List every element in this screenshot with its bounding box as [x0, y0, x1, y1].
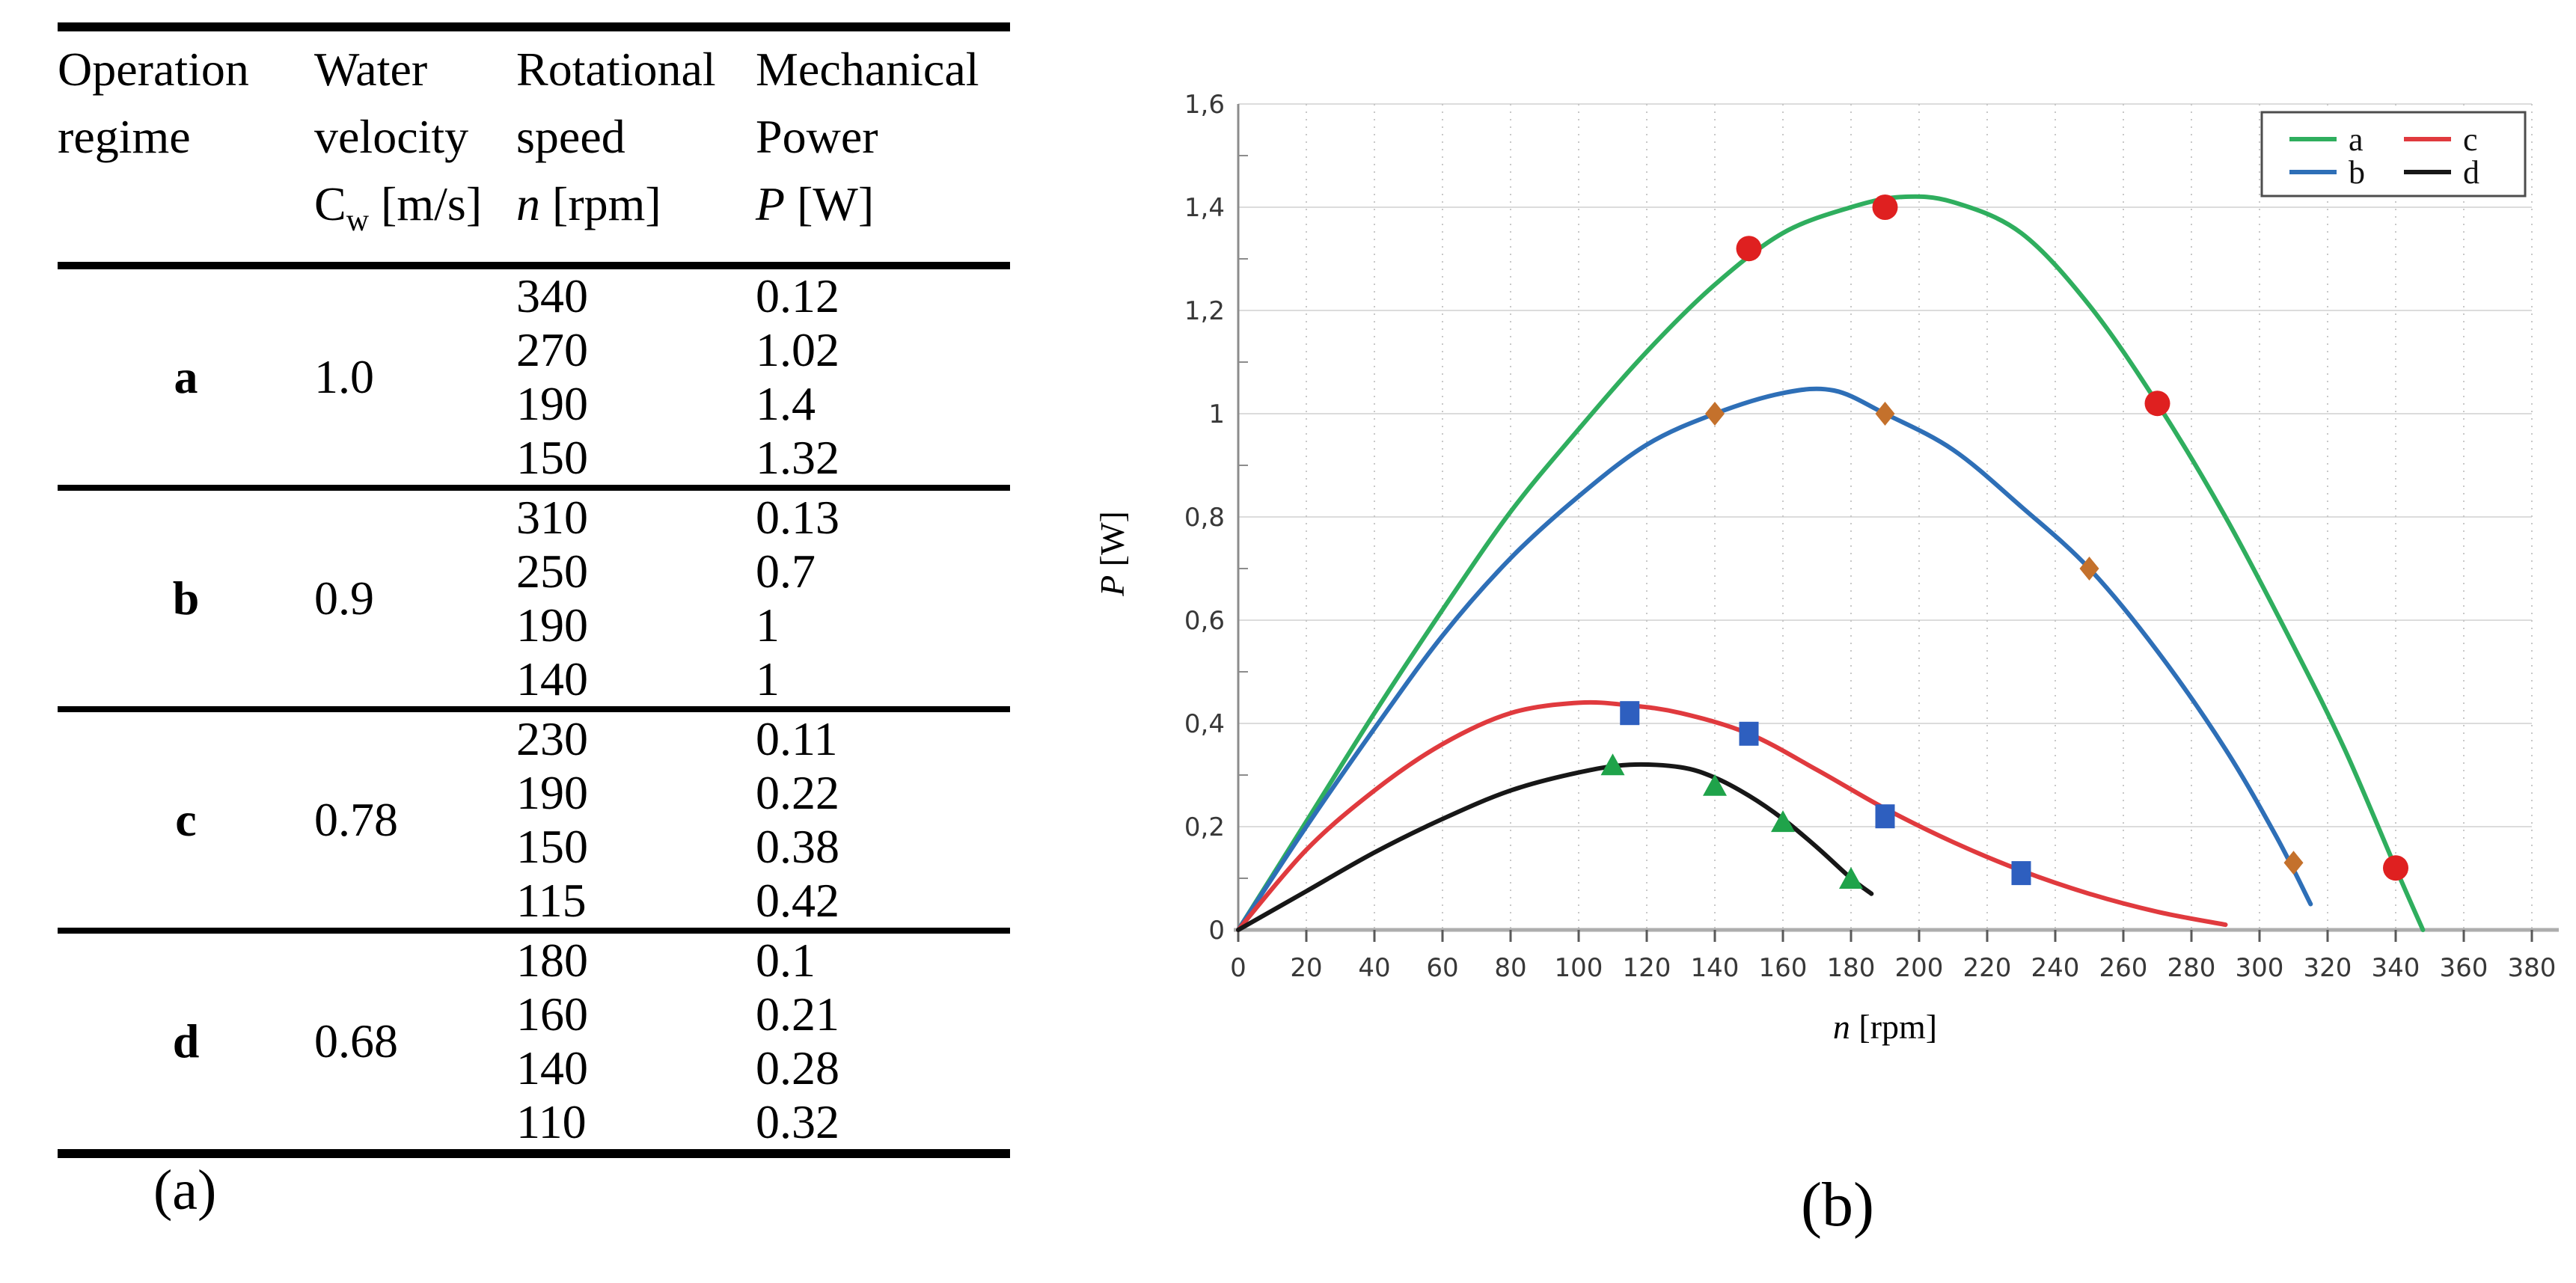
header-line: velocity [314, 110, 469, 163]
speed-value: 180 [516, 934, 588, 987]
header-line: speed [516, 110, 625, 163]
regime-group-b [58, 488, 1010, 709]
speed-value: 230 [516, 712, 588, 765]
velocity-value: 0.78 [314, 793, 398, 846]
regime-group-d [58, 931, 1010, 1154]
legend-label-d: d [2463, 154, 2479, 191]
power-value: 1 [756, 652, 780, 705]
y-tick-label: 0,4 [1184, 709, 1225, 739]
marker-a-1 [2145, 391, 2170, 416]
regime-group-c [58, 709, 1010, 931]
regime-group-a [58, 266, 1010, 488]
marker-d-2 [1703, 774, 1727, 796]
x-tick-label: 380 [2507, 953, 2557, 983]
y-tick-label: 0 [1208, 916, 1225, 946]
header-line: Power [756, 110, 878, 163]
x-tick-label: 360 [2439, 953, 2488, 983]
x-tick-label: 240 [2031, 953, 2080, 983]
speed-value: 310 [516, 491, 588, 544]
symbol: C [314, 177, 346, 230]
power-value: 0.1 [756, 934, 816, 987]
y-tick-label: 1 [1208, 399, 1225, 429]
series-curve-c [1238, 702, 2226, 930]
speed-value: 150 [516, 820, 588, 873]
x-tick-label: 280 [2167, 953, 2216, 983]
x-tick-label: 0 [1230, 953, 1246, 983]
x-tick-label: 20 [1290, 953, 1323, 983]
power-value: 0.42 [756, 874, 839, 927]
x-tick-label: 80 [1494, 953, 1527, 983]
header-mechanical-power [756, 27, 1010, 266]
legend-label-b: b [2349, 154, 2365, 191]
x-tick-label: 100 [1554, 953, 1603, 983]
regime-label: a [174, 350, 198, 403]
speed-value: 110 [516, 1095, 587, 1148]
marker-a-3 [1737, 236, 1762, 261]
velocity-value: 1.0 [314, 350, 374, 403]
x-tick-label: 200 [1894, 953, 1944, 983]
speed-value: 115 [516, 874, 587, 927]
x-tick-label: 340 [2371, 953, 2420, 983]
power-value: 0.32 [756, 1095, 839, 1148]
legend-box [2262, 112, 2525, 196]
power-value: 1 [756, 598, 780, 652]
power-value: 0.11 [756, 712, 838, 765]
header-line [58, 171, 314, 238]
x-tick-label: 60 [1426, 953, 1459, 983]
marker-c-0 [2012, 861, 2031, 885]
regime-label: c [175, 793, 197, 846]
power-value: 1.32 [756, 431, 839, 484]
header-symbol-cw [314, 171, 516, 254]
y-tick-label: 0,6 [1184, 606, 1225, 636]
marker-c-3 [1620, 701, 1639, 725]
panel-b-caption: (b) [1801, 1170, 1874, 1240]
power-value: 0.13 [756, 491, 839, 544]
table-row [58, 931, 1010, 987]
power-value: 0.28 [756, 1041, 839, 1094]
y-axis-title: P [W] [1093, 511, 1131, 596]
power-value: 0.7 [756, 545, 816, 598]
series-curve-b [1238, 389, 2310, 930]
header-rotational-speed [516, 27, 756, 266]
marker-c-1 [1876, 804, 1895, 828]
power-vs-speed-chart [1077, 30, 2576, 1100]
header-line: Rotational [516, 43, 716, 96]
speed-value: 270 [516, 323, 588, 376]
symbol: P [756, 177, 786, 230]
speed-value: 190 [516, 377, 588, 430]
x-tick-label: 220 [1962, 953, 2012, 983]
chart-svg [1077, 30, 2576, 1100]
unit: [W] [797, 177, 875, 230]
speed-value: 340 [516, 269, 588, 322]
power-value: 1.4 [756, 377, 816, 430]
marker-a-2 [1873, 195, 1898, 220]
x-tick-label: 300 [2235, 953, 2284, 983]
marker-a-0 [2383, 855, 2408, 881]
header-line: regime [58, 110, 191, 163]
header-symbol-n [516, 171, 756, 238]
x-axis-title: n [rpm] [1832, 1008, 1938, 1046]
power-value: 0.12 [756, 269, 839, 322]
symbol-subscript: w [346, 203, 370, 238]
symbol: n [516, 177, 540, 230]
x-tick-label: 140 [1690, 953, 1740, 983]
speed-value: 250 [516, 545, 588, 598]
marker-b-3 [1705, 402, 1725, 426]
speed-value: 140 [516, 1041, 588, 1094]
speed-value: 190 [516, 598, 588, 652]
unit: [m/s] [381, 177, 483, 230]
power-value: 1.02 [756, 323, 839, 376]
header-line: Operation [58, 43, 249, 96]
y-tick-label: 1,4 [1184, 193, 1225, 223]
table-row [58, 709, 1010, 766]
legend-label-a: a [2349, 121, 2364, 158]
speed-value: 150 [516, 431, 588, 484]
x-tick-label: 120 [1622, 953, 1671, 983]
velocity-value: 0.9 [314, 572, 374, 625]
speed-value: 190 [516, 766, 588, 819]
y-tick-label: 0,8 [1184, 503, 1225, 533]
table-row [58, 266, 1010, 323]
speed-value: 160 [516, 987, 588, 1041]
power-value: 0.22 [756, 766, 839, 819]
series-curve-a [1238, 197, 2423, 930]
velocity-value: 0.68 [314, 1014, 398, 1068]
speed-value: 140 [516, 652, 588, 705]
header-line: Mechanical [756, 43, 979, 96]
regime-label: d [172, 1014, 200, 1068]
x-tick-label: 180 [1826, 953, 1876, 983]
x-tick-label: 320 [2303, 953, 2352, 983]
operation-regime-table [58, 22, 1010, 1158]
power-value: 0.21 [756, 987, 839, 1041]
regime-label: b [172, 572, 200, 625]
y-tick-label: 0,2 [1184, 812, 1225, 842]
x-tick-label: 40 [1358, 953, 1391, 983]
marker-c-2 [1740, 722, 1759, 746]
power-value: 0.38 [756, 820, 839, 873]
table-row [58, 488, 1010, 545]
legend-label-c: c [2463, 121, 2478, 158]
y-tick-label: 1,2 [1184, 296, 1225, 326]
table-header [58, 27, 1010, 266]
unit: [rpm] [552, 177, 661, 230]
header-line: Water [314, 43, 428, 96]
y-tick-label: 1,6 [1184, 90, 1225, 120]
x-tick-label: 260 [2099, 953, 2148, 983]
header-operation-regime [58, 27, 314, 266]
marker-b-2 [1876, 402, 1895, 426]
x-tick-label: 160 [1758, 953, 1808, 983]
panel-a-caption: (a) [153, 1159, 217, 1222]
header-symbol-p [756, 171, 1010, 238]
header-water-velocity [314, 27, 516, 266]
